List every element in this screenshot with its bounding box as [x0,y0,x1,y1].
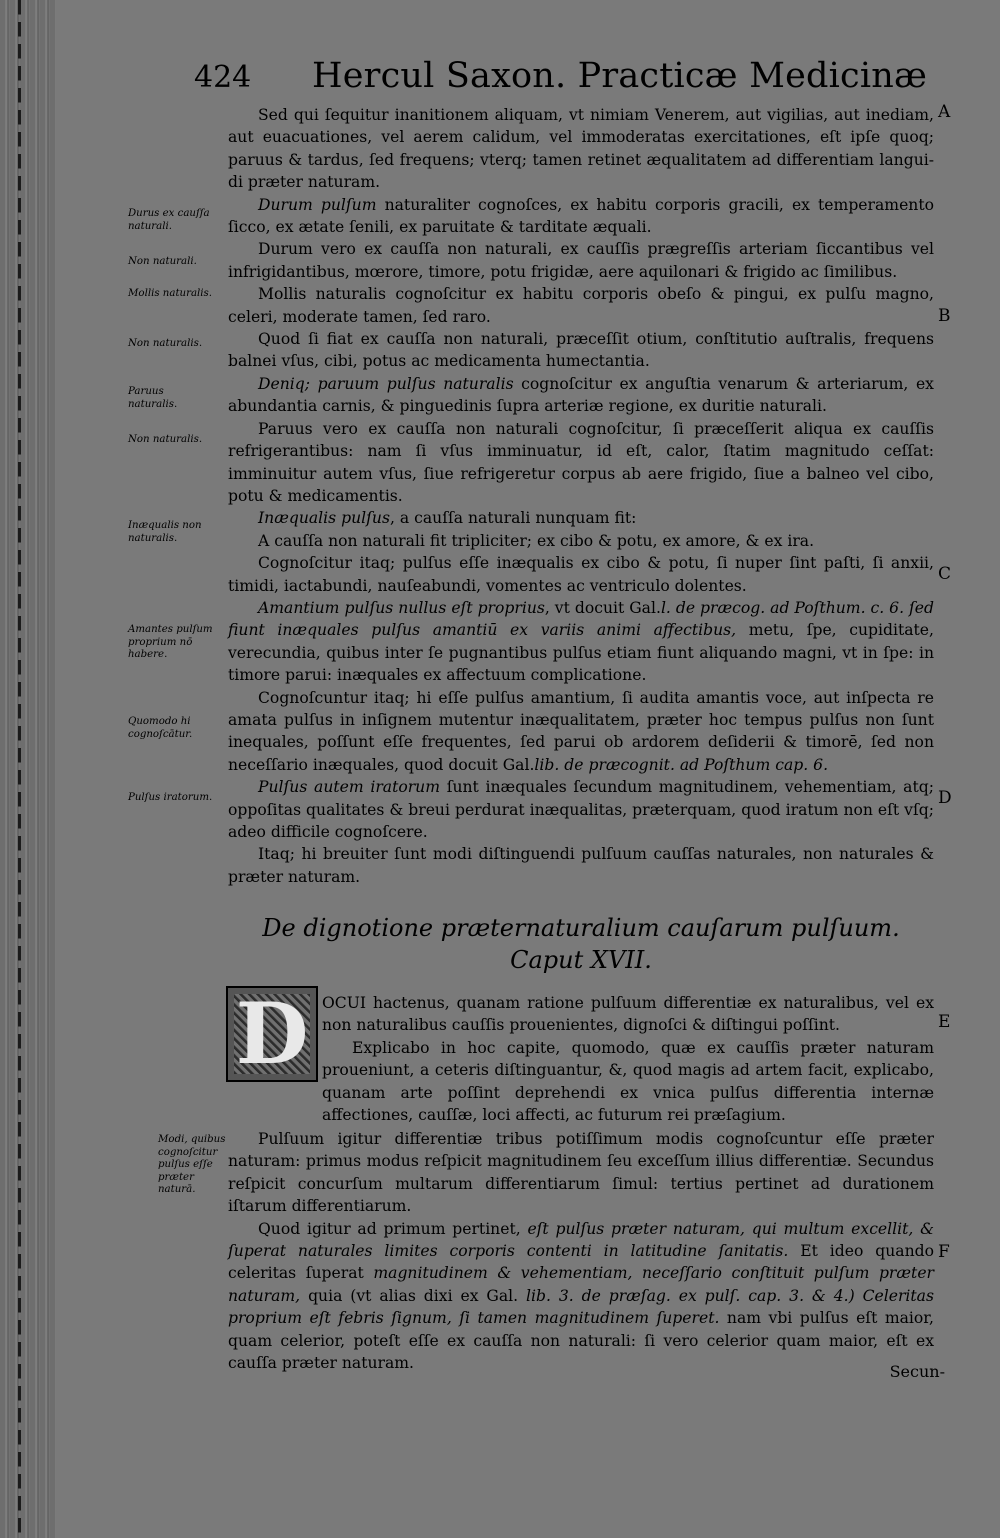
paragraph: Cognoſcitur itaq; pulſus eſſe inæqualis ex cibo & potu, ſi nuper ſint paſti, ſi anxii, timidi, iactabundi, nauſeabundi, vomentes ac ventriculo dolentes. [228,554,934,595]
section-letter: B [938,306,951,326]
paragraph [228,373,934,418]
margin-note: Non naturalis. [128,338,203,349]
paragraph: Durum vero ex cauſſa non naturali, ex cauſſis prægreſſis arteriam ſiccantibus vel infrigidantibus, mœrore, timore, potu frigidæ, aere aquilonari & frigido ac ſimilibus. [228,240,934,281]
chapter-opening [322,992,934,1126]
margin-note: Non naturalis. [128,434,203,445]
margin-note: Inæqualis non naturalis. [128,520,202,544]
margin-note: Pulſus iratorum. [128,792,213,803]
paragraph-text: , a cauſſa naturali nunquam fit: [389,509,637,528]
paragraph [228,507,934,529]
paragraph-text: Quod igitur ad primum pertinet, [258,1219,521,1238]
chapter-number: Caput XVII. [510,946,652,974]
paragraph-text: naturaliter cognoſces, ex habitu corporis gracili, ex temperamento ſicco, ex ætate ſenili, ex paruitate & tarditate æquali. [228,195,934,237]
catchword: Secun- [889,1362,945,1381]
drop-cap-letter: D [235,984,309,1083]
paragraph: Pulſuum igitur differentiæ tribus potiſſimum modis cognoſcuntur eſſe præter naturam: primus modus reſpicit magnitudinem ſeu exceſſum illius differentiæ. Secundus reſpicit concurſum multarum differentiarum ſimul: tertius pertinet ad durationem iſtarum differentiarum. [228,1130,934,1216]
italic-phrase: Deniq; paruum pulſus naturalis [258,374,514,393]
paragraph: Explicabo in hoc capite, quomodo, quæ ex cauſſis præter naturam proueniunt, a ceteris diſtinguantur, &, quod magis ad artem facit, explicabo, quanam arte poſſint deprehendi ex vnica pulſus differentia internæ affectiones, cauſſæ, loci affecti, ac futurum rei præſagium. [322,1038,934,1125]
paragraph: A cauſſa non naturali fit tripliciter; ex cibo & potu, ex amore, & ex ira. [258,531,815,550]
section-letter: F [938,1242,950,1262]
italic-phrase: Pulſus autem iratorum [258,778,441,797]
paragraph-text: metu, ſpe, cupiditate, verecundia, quibus inter ſe pugnantibus pulſus etiam fiunt aliquando magni, vt in ſpe: in timore parui: inæquales ex affectuum complicatione. [228,621,934,685]
paragraph [228,597,934,687]
page-number: 424 [194,60,252,95]
paragraph-text: , vt docuit Gal. [544,598,661,617]
paragraph-text: cognoſcitur ex anguſtia venarum & arteriarum, ex abundantia carnis, & pinguedinis ſupra arteriæ regione, ex duritie naturali. [228,374,934,416]
section-letter: D [938,788,952,808]
margin-note: Mollis naturalis. [128,288,213,299]
drop-cap [226,986,318,1082]
margin-note: Paruus naturalis. [128,386,178,410]
section-letter: A [938,102,951,122]
margin-note: Quomodo hi cognoſcātur. [128,716,193,740]
italic-phrase: Celeritas proprium eſt febris ſignum, ſi tamen magnitudinem ſuperet. [228,1286,934,1328]
paragraph: Sed qui ſequitur inanitionem aliquam, vt nimiam Venerem, aut vigilias, aut inediam, aut euacuationes, vel aerem calidum, vel immoderatas exercitationes, eſt ipſe quoq; paruus & tardus, ſed frequens; vterq; tamen retinet æqualitatem ad differentiam langui- di præter naturam. [228,106,934,192]
page-header [194,56,928,104]
paragraph-text: nam vbi pulſus eſt maior, quam celerior, poteſt eſſe ex cauſſa non naturali: ſi vero celerior quam maior, eſt ex cauſſa præter naturam. [228,1309,934,1373]
italic-phrase: Durum pulſum [258,195,377,214]
chapter-body [228,1128,934,1374]
italic-phrase: Inæqualis pulſus [258,509,390,528]
paragraph-text: Cognoſcuntur itaq; hi eſſe pulſus amantium, ſi audita amantis voce, aut inſpecta re amata pulſus in inſignem mutentur inæqualitatem, præter hoc tempus pulſus non ſunt inequales, poſſunt eſſe frequentes, ſed parui ob ardorem deſiderii & timorē, ſed non neceſſario inæquales, quod docuit Gal. [228,688,934,774]
margin-note: Durus ex cauſſa naturali. [128,208,210,232]
citation: l. de præcog. ad Poſthum. c. 6. ſed fiunt inæquales pulſus amantiū ex variis animi affectibus, [228,598,935,640]
citation: lib. de præcognit. ad Poſthum cap. 6. [534,755,829,774]
paragraph: OCUI hactenus, quanam ratione pulſuum differentiæ ex naturalibus, vel ex non naturalibus cauſſis prouenientes, dignoſci & diſtingui poſſint. [322,994,934,1035]
paragraph: Quod ſi fiat ex cauſſa non naturali, præceſſit otium, conſtitutio auſtralis, frequens balnei vſus, cibi, potus ac medicamenta humectantia. [228,330,934,371]
paragraph-text: quia (vt alias dixi ex Gal. [308,1286,519,1305]
italic-phrase: magnitudinem & vehementiam, neceſſario conſtituit pulſum præter naturam, [228,1264,934,1305]
main-text [228,104,934,888]
paragraph: Mollis naturalis cognoſcitur ex habitu corporis obeſo & pingui, ex pulſu magno, celeri, moderate tamen, ſed raro. [228,285,934,326]
citation: lib. 3. de præſag. ex pulſ. cap. 3. & 4.) [526,1286,855,1305]
section-letter: E [938,1012,951,1032]
paragraph [228,687,934,777]
paragraph-text: ſunt inæquales ſecundum magnitudinem, vehementiam, atq; oppoſitas qualitates & breui perdurat inæqualitas, præterquam, quod iratum non eſt vſq; adeo difficile cognoſcere. [228,778,934,841]
margin-note: Amantes pulſum proprium nō habere. [128,624,213,660]
section-letter: C [938,564,952,584]
chapter-title: De dignotione præternaturalium cauſarum pulſuum. [262,914,900,942]
paragraph: Paruus vero ex cauſſa non naturali cognoſcitur, ſi præceſſerit aliqua ex cauſſis refrigerantibus: nam ſi vſus imminuatur, id eſt, calor, ſtatim magnitudo ceſſat: imminuitur autem vſus, ſiue refrigeretur corpus ab aere frigido, ſiue a balneo vel cibo, potu & medicamentis. [228,419,934,505]
margin-note: Non naturali. [128,256,197,267]
paragraph: Itaq; hi breuiter ſunt modi diſtinguendi pulſuum cauſſas naturales, non naturales & præter naturam. [228,845,934,886]
page-binding [0,0,56,1538]
paragraph-text: Et ideo quando celeritas ſuperat [228,1242,935,1283]
margin-note: Modi, quibus cognoſcitur pulſus eſſe præter naturā. [158,1134,226,1195]
italic-phrase: Amantium pulſus nullus eſt proprius [258,598,545,617]
running-head: Hercul Saxon. Practicæ Medicinæ [312,56,928,96]
paragraph [228,776,934,843]
italic-phrase: eſt pulſus præter naturam, qui multum excellit, & ſuperat naturales limites corporis contenti in latitudine ſanitatis. [228,1219,934,1261]
paragraph [228,1218,934,1375]
paragraph [228,194,934,239]
